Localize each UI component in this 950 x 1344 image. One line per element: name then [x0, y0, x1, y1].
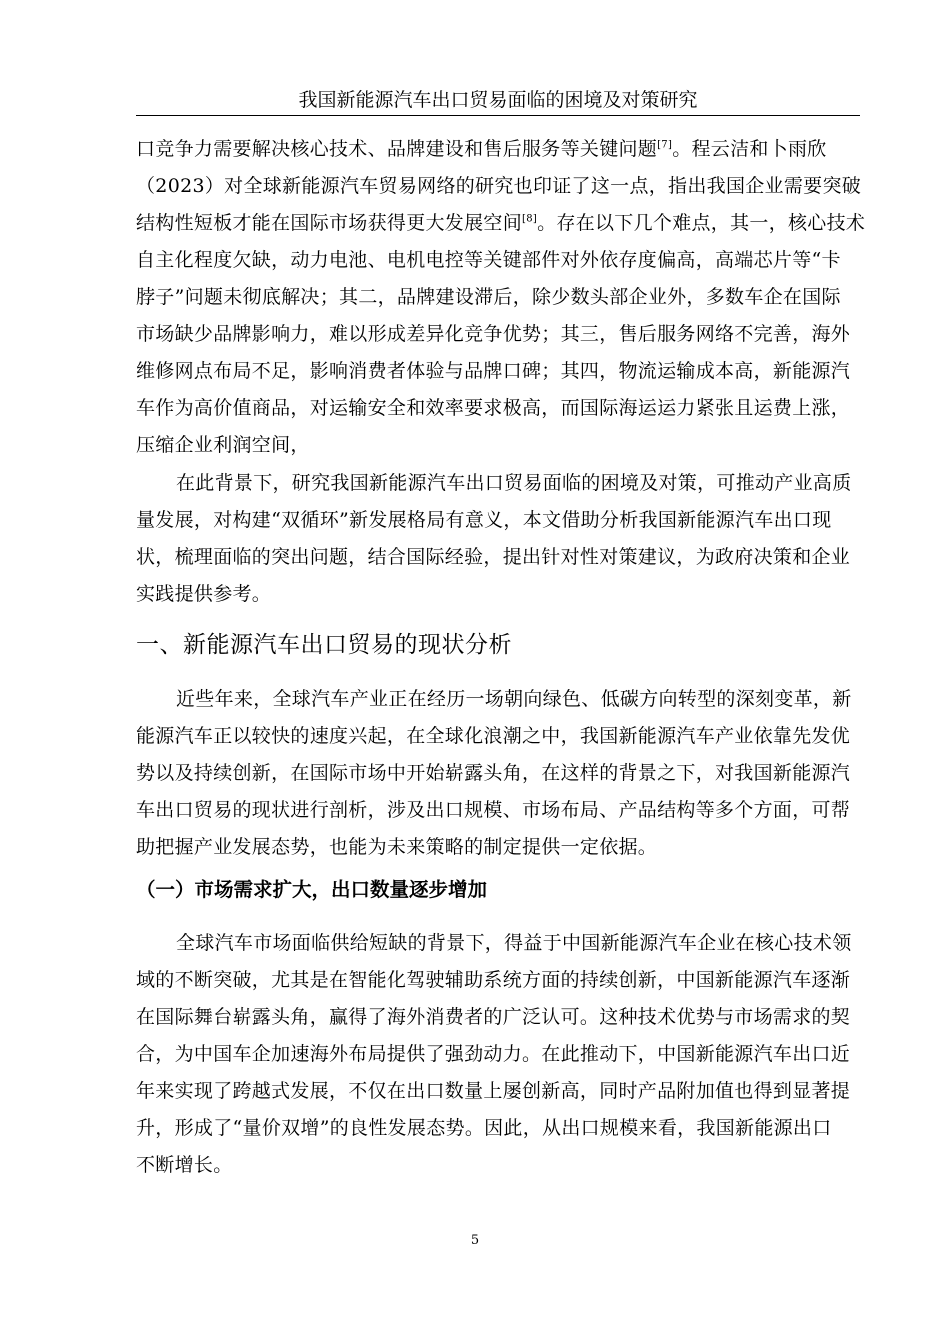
subsection-heading: （一）市场需求扩大，出口数量逐步增加: [136, 878, 488, 901]
paragraph-line: 量发展，对构建“双循环”新发展格局有意义，本文借助分析我国新能源汽车出口现: [136, 509, 832, 531]
paragraph-line: 车出口贸易的现状进行剖析，涉及出口规模、市场布局、产品结构等多个方面，可帮: [136, 799, 851, 821]
paragraph-line: 势以及持续创新，在国际市场中开始崭露头角，在这样的背景之下，对我国新能源汽: [136, 762, 851, 784]
page-number: 5: [470, 1233, 480, 1248]
paragraph-2: [136, 465, 860, 613]
paragraph-line: 助把握产业发展态势，也能为未来策略的制定提供一定依据。: [136, 836, 658, 858]
paragraph-line: 自主化程度欠缺，动力电池、电机电控等关键部件对外依存度偏高，高端芯片等“卡: [136, 249, 841, 271]
paragraph-line: 在国际舞台崭露头角，赢得了海外消费者的广泛认可。这种技术优势与市场需求的契: [136, 1006, 851, 1028]
citation-ref[interactable]: [7]: [657, 139, 673, 151]
paragraph-line: （2023）对全球新能源汽车贸易网络的研究也印证了这一点，指出我国企业需要突破: [136, 175, 862, 197]
paragraph-line: 实践提供参考。: [136, 583, 272, 605]
paragraph-line: 维修网点布局不足，影响消费者体验与品牌口碑；其四，物流运输成本高，新能源汽: [136, 360, 851, 382]
paragraph-line: 在此背景下，研究我国新能源汽车出口贸易面临的困境及对策，可推动产业高质: [176, 472, 852, 494]
paragraph-line: 域的不断突破，尤其是在智能化驾驶辅助系统方面的持续创新，中国新能源汽车逐渐: [136, 969, 851, 991]
header-rule: [136, 115, 860, 116]
paragraph-3: [136, 681, 860, 866]
paragraph-line: 压缩企业利润空间，: [136, 434, 310, 456]
paragraph-1: [136, 131, 866, 464]
paragraph-line: 结构性短板才能在国际市场获得更大发展空间[8]。存在以下几个难点，其一，核心技术: [136, 212, 866, 234]
paragraph-line: 全球汽车市场面临供给短缺的背景下，得益于中国新能源汽车企业在核心技术领: [176, 932, 852, 954]
paragraph-line: 车作为高价值商品，对运输安全和效率要求极高，而国际海运运力紧张且运费上涨，: [136, 397, 851, 419]
paragraph-4: [136, 925, 860, 1184]
running-header: 我国新能源汽车出口贸易面临的困境及对策研究: [298, 89, 698, 111]
paragraph-line: 脖子”问题未彻底解决；其二，品牌建设滞后，除少数头部企业外，多数车企在国际: [136, 286, 841, 308]
paragraph-line: 状，梳理面临的突出问题，结合国际经验，提出针对性对策建议，为政府决策和企业: [136, 546, 851, 568]
paragraph-line: 能源汽车正以较快的速度兴起，在全球化浪潮之中，我国新能源汽车产业依靠先发优: [136, 725, 851, 747]
paragraph-line: 近些年来，全球汽车产业正在经历一场朝向绿色、低碳方向转型的深刻变革，新: [176, 688, 852, 710]
section-heading: 一、新能源汽车出口贸易的现状分析: [136, 632, 512, 658]
paragraph-line: 升，形成了“量价双增”的良性发展态势。因此，从出口规模来看，我国新能源出口: [136, 1117, 832, 1139]
citation-ref[interactable]: [8]: [522, 213, 538, 225]
paragraph-line: 年来实现了跨越式发展，不仅在出口数量上屡创新高，同时产品附加值也得到显著提: [136, 1080, 851, 1102]
paragraph-line: 不断增长。: [136, 1154, 233, 1176]
paragraph-line: 口竞争力需要解决核心技术、品牌建设和售后服务等关键问题[7]。程云洁和卜雨欣: [136, 138, 827, 160]
paragraph-line: 合，为中国车企加速海外布局提供了强劲动力。在此推动下，中国新能源汽车出口近: [136, 1043, 851, 1065]
paragraph-line: 市场缺少品牌影响力，难以形成差异化竞争优势；其三，售后服务网络不完善，海外: [136, 323, 851, 345]
